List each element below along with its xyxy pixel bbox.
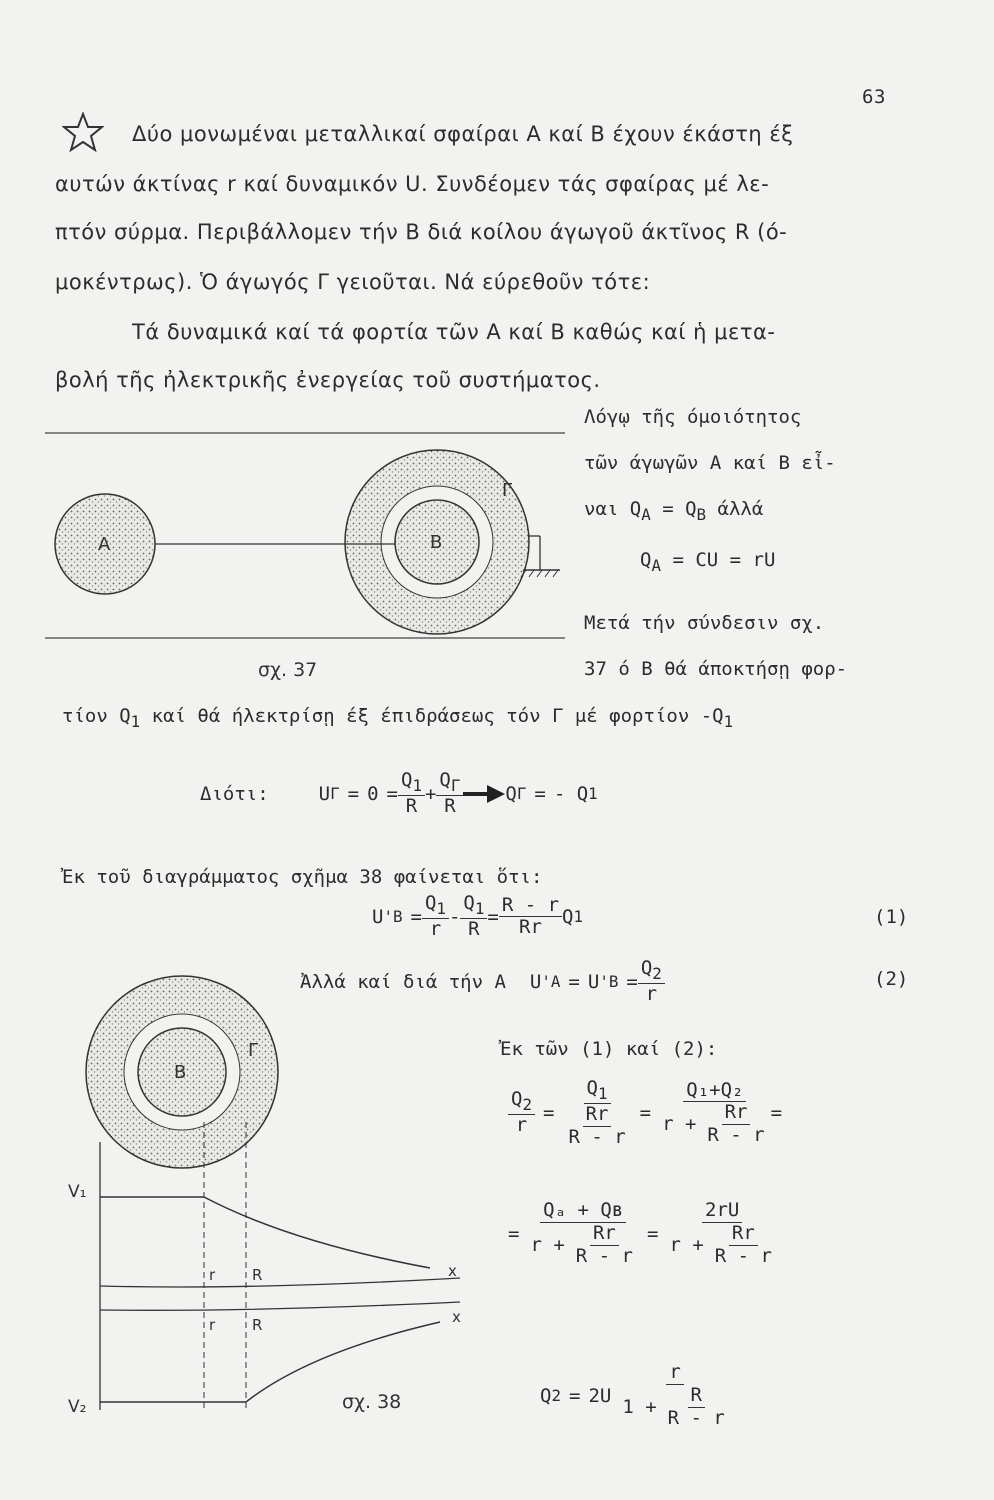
fig38-x-axis-lower (100, 1302, 460, 1310)
figure-38 (60, 972, 500, 1442)
right-col-line-1: Λόγῳ τῆς όμοιότητος (584, 406, 802, 428)
fig38-label-b: B (174, 1062, 187, 1083)
fig38-label-x-lower: x (452, 1308, 461, 1326)
fig38-label-v2: V₂ (68, 1397, 87, 1417)
fig38-label-R-upper: R (252, 1266, 263, 1284)
equation-2: Ἀλλά καί διά τήν Α U ' A = U ' B = $\frac{Q_2}{r}$ (300, 958, 665, 1006)
problem-line-5: Τά δυναμικά καί τά φορτία τῶν Α καί Β καθώς καί ἡ μετα- (132, 320, 776, 344)
fig38-label-x-upper: x (448, 1262, 457, 1280)
equation-1-tag: (1) (874, 906, 909, 928)
qa-equals-cu: $Q_A$ = CU = rU (640, 549, 776, 575)
fig38-x-axis-upper (100, 1278, 460, 1287)
implies-arrow-icon (463, 783, 505, 805)
problem-line-2: αυτών άκτίνας r καί δυναμικόν U. Συνδέομεν τάς σφαίρας μέ λε- (55, 172, 770, 196)
dioti-equation: Διότι: U Γ = 0 = $\frac{Q_1}{R}$ + $\frac{Q_\Gamma}{R}$ Q Γ = - Q 1 (200, 769, 598, 817)
fig37-label-b: B (430, 532, 443, 553)
equation-chain-2: = Qₐ + Qʙ r + $\frac{Rr}{R - r}$ = 2rU r + $\frac{Rr}{R - r}$ (508, 1199, 772, 1267)
right-col-line-5: 37 ό Β θά άποκτήσῃ φορ- (584, 658, 848, 680)
fig38-label-gamma: Γ (248, 1040, 259, 1061)
fig37-caption: σχ. 37 (258, 659, 318, 681)
problem-line-1: Δύο μονωμέναι μεταλλικαί σφαίραι Α καί Β έχουν έκάστη έξ (132, 122, 794, 146)
line-after-fig: τίον $Q_1$ καί θά ήλεκτρίσῃ έξ έπιδράσεως τόν Γ μέ φορτίον $-Q_1$ (62, 705, 734, 731)
fig38-label-r-upper: r (209, 1266, 216, 1284)
fig37-label-a: A (98, 534, 111, 555)
fig38-label-R-lower: R (252, 1316, 263, 1334)
right-col-line-4: Μετά τήν σύνδεσιν σχ. (584, 612, 825, 634)
right-col-line-2: τῶν άγωγῶν Α καί Β εἶ- (584, 452, 836, 474)
figure-37 (40, 420, 580, 690)
diagram-line: Ἐκ τοῦ διαγράμματος σχῆμα 38 φαίνεται ὅτι: (62, 866, 543, 888)
fig38-caption: σχ. 38 (342, 1391, 402, 1413)
fig37-label-gamma: Γ (502, 480, 513, 501)
fig38-label-v1: V₁ (68, 1182, 87, 1202)
equation-2-tag: (2) (874, 968, 909, 990)
fig38-curve-v2 (100, 1322, 440, 1402)
final-result-q2: Q 2 = 2U r 1 + $\frac{R}{R - r}$ (540, 1361, 725, 1429)
problem-line-6: βολή τῆς ἠλεκτρικῆς ἐνεργείας τοῦ συστήματος. (55, 368, 601, 392)
ek-line: Ἐκ τῶν (1) καί (2): (500, 1038, 718, 1060)
problem-line-3: πτόν σύρμα. Περιβάλλομεν τήν Β διά κοίλου άγωγοῦ άκτῖνος R (ό- (55, 220, 788, 244)
page-number: 63 (862, 86, 886, 108)
equation-chain-1: $\frac{Q_2}{r}$ = $\frac{Q_1}{\frac{Rr}{R - r}}$ = Q₁+Q₂ r + $\frac{Rr}{R - r}$ = (508, 1078, 782, 1149)
fig38-curve-v1 (100, 1197, 430, 1268)
problem-line-4: μοκέντρως). Ὁ άγωγός Γ γειοῦται. Νά εύρεθοῦν τότε: (55, 270, 651, 294)
qa-equals-qb: ναι $Q_A = Q_B$ άλλά (584, 498, 764, 524)
star-icon (62, 112, 104, 152)
fig38-label-r-lower: r (209, 1316, 216, 1334)
equation-1: U ' B = $\frac{Q_1}{r}$ - $\frac{Q_1}{R}$ = $\frac{R - r}{Rr}$ Q 1 (372, 892, 584, 940)
